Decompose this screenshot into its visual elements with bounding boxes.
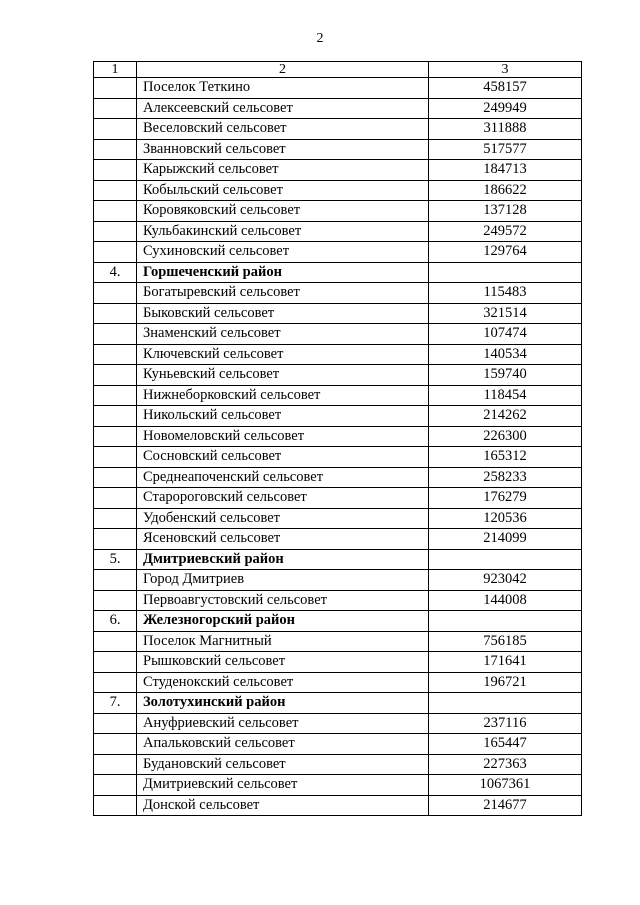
municipality-name-cell: Дмитриевский сельсовет bbox=[137, 775, 429, 796]
row-number-cell bbox=[94, 139, 137, 160]
district-name-cell: Золотухинский район bbox=[137, 693, 429, 714]
column-header-value: 3 bbox=[429, 62, 582, 78]
municipality-name-cell: Богатыревский сельсовет bbox=[137, 283, 429, 304]
value-cell: 214677 bbox=[429, 795, 582, 816]
value-cell: 756185 bbox=[429, 631, 582, 652]
column-header-name: 2 bbox=[137, 62, 429, 78]
value-cell: 184713 bbox=[429, 160, 582, 181]
table-row bbox=[94, 734, 582, 755]
row-number-cell bbox=[94, 426, 137, 447]
row-number-cell bbox=[94, 221, 137, 242]
district-name-cell: Дмитриевский район bbox=[137, 549, 429, 570]
municipality-name-cell: Быковский сельсовет bbox=[137, 303, 429, 324]
table-row bbox=[94, 570, 582, 591]
page-number: 2 bbox=[316, 31, 324, 46]
value-cell: 196721 bbox=[429, 672, 582, 693]
municipality-name-cell: Нижнеборковский сельсовет bbox=[137, 385, 429, 406]
row-number-cell bbox=[94, 795, 137, 816]
value-cell: 214262 bbox=[429, 406, 582, 427]
value-cell: 159740 bbox=[429, 365, 582, 386]
row-number-cell bbox=[94, 570, 137, 591]
row-number-cell: 6. bbox=[94, 611, 137, 632]
municipality-name-cell: Кульбакинский сельсовет bbox=[137, 221, 429, 242]
table-row bbox=[94, 324, 582, 345]
value-cell: 237116 bbox=[429, 713, 582, 734]
row-number-cell bbox=[94, 180, 137, 201]
table-row bbox=[94, 488, 582, 509]
row-number-cell bbox=[94, 98, 137, 119]
row-number-cell bbox=[94, 488, 137, 509]
municipality-name-cell: Удобенский сельсовет bbox=[137, 508, 429, 529]
municipality-name-cell: Сухиновский сельсовет bbox=[137, 242, 429, 263]
row-number-cell bbox=[94, 242, 137, 263]
table-row bbox=[94, 221, 582, 242]
municipality-name-cell: Апальковский сельсовет bbox=[137, 734, 429, 755]
column-header-number: 1 bbox=[94, 62, 137, 78]
table-row bbox=[94, 406, 582, 427]
municipality-name-cell: Куньевский сельсовет bbox=[137, 365, 429, 386]
table-row bbox=[94, 426, 582, 447]
municipality-name-cell: Будановский сельсовет bbox=[137, 754, 429, 775]
row-number-cell: 4. bbox=[94, 262, 137, 283]
value-cell bbox=[429, 611, 582, 632]
value-cell: 249949 bbox=[429, 98, 582, 119]
district-name-cell: Горшеченский район bbox=[137, 262, 429, 283]
value-cell: 227363 bbox=[429, 754, 582, 775]
table-row bbox=[94, 385, 582, 406]
district-row bbox=[94, 693, 582, 714]
value-cell: 107474 bbox=[429, 324, 582, 345]
value-cell: 140534 bbox=[429, 344, 582, 365]
row-number-cell bbox=[94, 201, 137, 222]
municipality-name-cell: Ануфриевский сельсовет bbox=[137, 713, 429, 734]
value-cell: 1067361 bbox=[429, 775, 582, 796]
value-cell: 321514 bbox=[429, 303, 582, 324]
municipality-name-cell: Ключевский сельсовет bbox=[137, 344, 429, 365]
row-number-cell bbox=[94, 160, 137, 181]
table-row bbox=[94, 775, 582, 796]
table-row bbox=[94, 508, 582, 529]
row-number-cell bbox=[94, 344, 137, 365]
district-row bbox=[94, 262, 582, 283]
table-header-row bbox=[94, 62, 582, 78]
table-row bbox=[94, 119, 582, 140]
value-cell: 118454 bbox=[429, 385, 582, 406]
table-row bbox=[94, 529, 582, 550]
row-number-cell bbox=[94, 508, 137, 529]
row-number-cell bbox=[94, 754, 137, 775]
municipality-name-cell: Поселок Магнитный bbox=[137, 631, 429, 652]
table-row bbox=[94, 283, 582, 304]
row-number-cell bbox=[94, 324, 137, 345]
municipality-name-cell: Веселовский сельсовет bbox=[137, 119, 429, 140]
value-cell bbox=[429, 549, 582, 570]
value-cell: 137128 bbox=[429, 201, 582, 222]
table-row bbox=[94, 631, 582, 652]
municipality-name-cell: Новомеловский сельсовет bbox=[137, 426, 429, 447]
row-number-cell bbox=[94, 631, 137, 652]
row-number-cell bbox=[94, 672, 137, 693]
table-row bbox=[94, 78, 582, 99]
value-cell bbox=[429, 262, 582, 283]
table-row bbox=[94, 652, 582, 673]
row-number-cell bbox=[94, 365, 137, 386]
value-cell: 214099 bbox=[429, 529, 582, 550]
municipality-name-cell: Студенокский сельсовет bbox=[137, 672, 429, 693]
municipality-name-cell: Сосновский сельсовет bbox=[137, 447, 429, 468]
row-number-cell bbox=[94, 590, 137, 611]
row-number-cell bbox=[94, 734, 137, 755]
value-cell: 458157 bbox=[429, 78, 582, 99]
row-number-cell bbox=[94, 119, 137, 140]
table-row bbox=[94, 160, 582, 181]
table-row bbox=[94, 201, 582, 222]
value-cell: 144008 bbox=[429, 590, 582, 611]
municipality-name-cell: Званновский сельсовет bbox=[137, 139, 429, 160]
value-cell bbox=[429, 693, 582, 714]
row-number-cell bbox=[94, 775, 137, 796]
row-number-cell bbox=[94, 303, 137, 324]
municipality-name-cell: Ясеновский сельсовет bbox=[137, 529, 429, 550]
value-cell: 517577 bbox=[429, 139, 582, 160]
table-row bbox=[94, 590, 582, 611]
value-cell: 120536 bbox=[429, 508, 582, 529]
value-cell: 129764 bbox=[429, 242, 582, 263]
table-row bbox=[94, 447, 582, 468]
district-row bbox=[94, 549, 582, 570]
municipality-name-cell: Никольский сельсовет bbox=[137, 406, 429, 427]
table-row bbox=[94, 754, 582, 775]
value-cell: 171641 bbox=[429, 652, 582, 673]
value-cell: 115483 bbox=[429, 283, 582, 304]
value-cell: 923042 bbox=[429, 570, 582, 591]
table-row bbox=[94, 344, 582, 365]
value-cell: 176279 bbox=[429, 488, 582, 509]
municipality-name-cell: Старороговский сельсовет bbox=[137, 488, 429, 509]
table-row bbox=[94, 303, 582, 324]
table-row bbox=[94, 467, 582, 488]
table-row bbox=[94, 365, 582, 386]
row-number-cell bbox=[94, 713, 137, 734]
row-number-cell bbox=[94, 385, 137, 406]
municipality-name-cell: Карыжский сельсовет bbox=[137, 160, 429, 181]
row-number-cell bbox=[94, 529, 137, 550]
district-row bbox=[94, 611, 582, 632]
value-cell: 249572 bbox=[429, 221, 582, 242]
row-number-cell bbox=[94, 652, 137, 673]
value-cell: 165447 bbox=[429, 734, 582, 755]
municipality-name-cell: Первоавгустовский сельсовет bbox=[137, 590, 429, 611]
table-row bbox=[94, 98, 582, 119]
row-number-cell bbox=[94, 78, 137, 99]
table-row bbox=[94, 242, 582, 263]
table-row bbox=[94, 139, 582, 160]
municipality-name-cell: Поселок Теткино bbox=[137, 78, 429, 99]
allocation-table bbox=[93, 61, 582, 816]
value-cell: 258233 bbox=[429, 467, 582, 488]
value-cell: 165312 bbox=[429, 447, 582, 468]
table-row bbox=[94, 672, 582, 693]
municipality-name-cell: Алексеевский сельсовет bbox=[137, 98, 429, 119]
municipality-name-cell: Донской сельсовет bbox=[137, 795, 429, 816]
municipality-name-cell: Кобыльский сельсовет bbox=[137, 180, 429, 201]
district-name-cell: Железногорский район bbox=[137, 611, 429, 632]
value-cell: 311888 bbox=[429, 119, 582, 140]
value-cell: 226300 bbox=[429, 426, 582, 447]
row-number-cell: 5. bbox=[94, 549, 137, 570]
row-number-cell bbox=[94, 406, 137, 427]
municipality-name-cell: Рышковский сельсовет bbox=[137, 652, 429, 673]
municipality-name-cell: Город Дмитриев bbox=[137, 570, 429, 591]
municipality-name-cell: Знаменский сельсовет bbox=[137, 324, 429, 345]
row-number-cell bbox=[94, 283, 137, 304]
row-number-cell: 7. bbox=[94, 693, 137, 714]
table-row bbox=[94, 180, 582, 201]
value-cell: 186622 bbox=[429, 180, 582, 201]
municipality-name-cell: Среднеапоченский сельсовет bbox=[137, 467, 429, 488]
row-number-cell bbox=[94, 467, 137, 488]
municipality-name-cell: Коровяковский сельсовет bbox=[137, 201, 429, 222]
row-number-cell bbox=[94, 447, 137, 468]
table-row bbox=[94, 713, 582, 734]
table-body bbox=[94, 62, 582, 816]
table-row bbox=[94, 795, 582, 816]
